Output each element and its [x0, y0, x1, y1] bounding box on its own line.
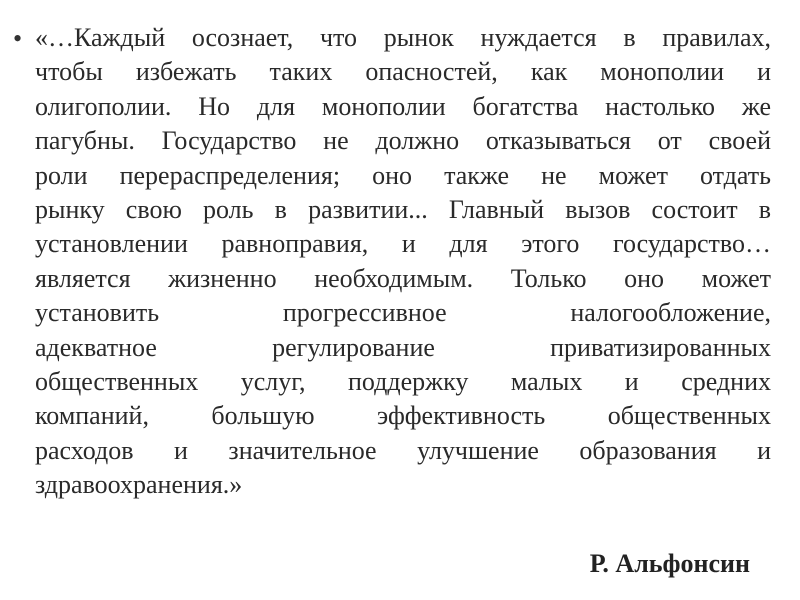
bullet-marker: •	[13, 24, 23, 53]
quote-author: Р. Альфонсин	[589, 549, 750, 578]
quote-text	[35, 21, 771, 503]
quote-line: «…Каждый осознает, что рынок нуждается в правилах,	[35, 23, 771, 52]
quote-line: установить прогрессивное налогообложение,	[35, 298, 771, 328]
quote-line: адекватное регулирование приватизированных	[35, 332, 771, 362]
quote-line: пагубны. Государство не должно отказываться от своей	[35, 126, 771, 156]
quote-line: рынку свою роль в развитии... Главный вызов состоит в	[35, 195, 771, 225]
quote-line: роли перераспределения; оно также не может отдать	[35, 160, 771, 190]
quote-line: общественных услуг, поддержку малых и средних	[35, 367, 771, 397]
quote-line: олигополии. Но для монополии богатства настолько же	[35, 91, 771, 121]
quote-line: расходов и значительное улучшение образования и	[35, 435, 771, 465]
quote-line: здравоохранения.»	[35, 470, 243, 500]
quote-line: является жизненно необходимым. Только оно может	[35, 263, 771, 293]
quote-line: компаний, большую эффективность общественных	[35, 401, 771, 431]
quote-line: чтобы избежать таких опасностей, как монополии и	[35, 57, 771, 87]
quote-line: установлении равноправия, и для этого государство…	[35, 229, 771, 259]
